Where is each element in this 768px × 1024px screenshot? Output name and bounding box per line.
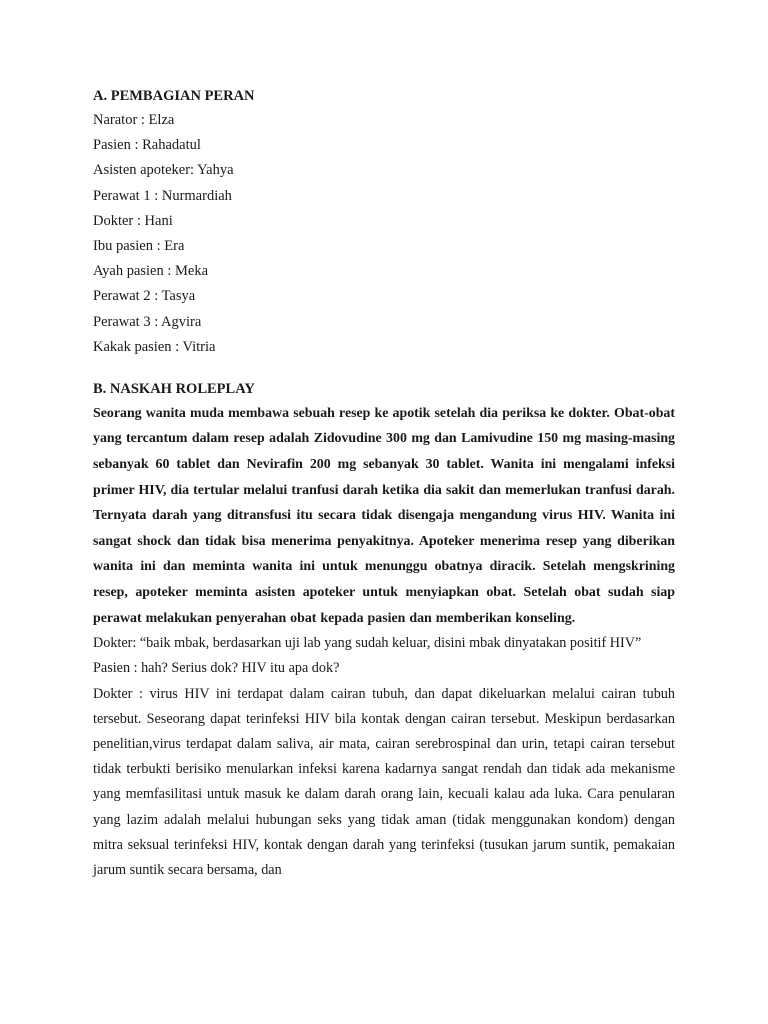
role-line: Perawat 2 : Tasya xyxy=(93,288,196,305)
role-line: Ayah pasien : Meka xyxy=(93,263,209,280)
section-b-heading: B. NASKAH ROLEPLAY xyxy=(93,380,255,397)
role-line: Asisten apoteker: Yahya xyxy=(93,162,234,179)
role-line: Dokter : Hani xyxy=(93,212,173,229)
document-page xyxy=(93,84,675,883)
role-line: Perawat 3 : Agvira xyxy=(93,313,202,330)
role-list xyxy=(93,108,675,360)
section-roleplay-script xyxy=(93,377,675,883)
section-a-heading: A. PEMBAGIAN PERAN xyxy=(93,88,255,104)
role-line: Narator : Elza xyxy=(93,112,175,128)
dialog-line: Dokter: “baik mbak, berdasarkan uji lab yang sudah keluar, disini mbak dinyatakan positif HIV” xyxy=(93,635,642,652)
role-line: Pasien : Rahadatul xyxy=(93,137,201,154)
role-line: Kakak pasien : Vitria xyxy=(93,338,216,355)
dialog-line: Dokter : virus HIV ini terdapat dalam cairan tubuh, dan dapat dikeluarkan melalui cairan tubuh tersebut. Seseorang dapat terinfeksi HIV bila kontak dengan cairan tersebut. Meskipun berdasarkan penelitian,virus terdapat dalam saliva, air mata, cairan serebrospinal dan urin, tetapi cairan tersebut tidak terbukti berisiko menularkan infeksi karena kadarnya sangat rendah dan tidak ada mekanisme yang memfasilitasi untuk masuk ke dalam darah orang lain, kecuali kalau ada luka. Cara penularan yang lazim adalah melalui hubungan seks yang tidak aman (tidak menggunakan kondom) dengan mitra seksual terinfeksi HIV, kontak dengan darah yang terinfeksi (tusukan jarum suntik, pemakaian jarum suntik secara bersama, dan xyxy=(93,685,675,879)
role-line: Ibu pasien : Era xyxy=(93,237,185,254)
section-gap xyxy=(93,360,675,377)
role-line: Perawat 1 : Nurmardiah xyxy=(93,187,232,204)
narration-paragraph: Seorang wanita muda membawa sebuah resep ke apotik setelah dia periksa ke dokter. Obat-obat yang tercantum dalam resep adalah Zidovudine 300 mg dan Lamivudine 150 mg masing-masing sebanyak 60 tablet dan Nevirafin 200 mg sebanyak 30 tablet. Wanita ini mengalami infeksi primer HIV, dia tertular melalui tranfusi darah ketika dia sakit dan memerlukan tranfusi darah. Ternyata darah yang ditransfusi itu secara tidak disengaja mengandung virus HIV. Wanita ini sangat shock dan tidak bisa menerima penyakitnya. Apoteker menerima resep yang diberikan wanita ini dan meminta wanita ini untuk menunggu obatnya diracik. Setelah mengskrining resep, apoteker meminta asisten apoteker untuk menyiapkan obat. Setelah obat sudah siap perawat melakukan penyerahan obat kepada pasien dan memberikan konseling. xyxy=(93,405,675,626)
section-role-assignment xyxy=(93,84,675,360)
dialog-line: Pasien : hah? Serius dok? HIV itu apa dok? xyxy=(93,660,340,677)
